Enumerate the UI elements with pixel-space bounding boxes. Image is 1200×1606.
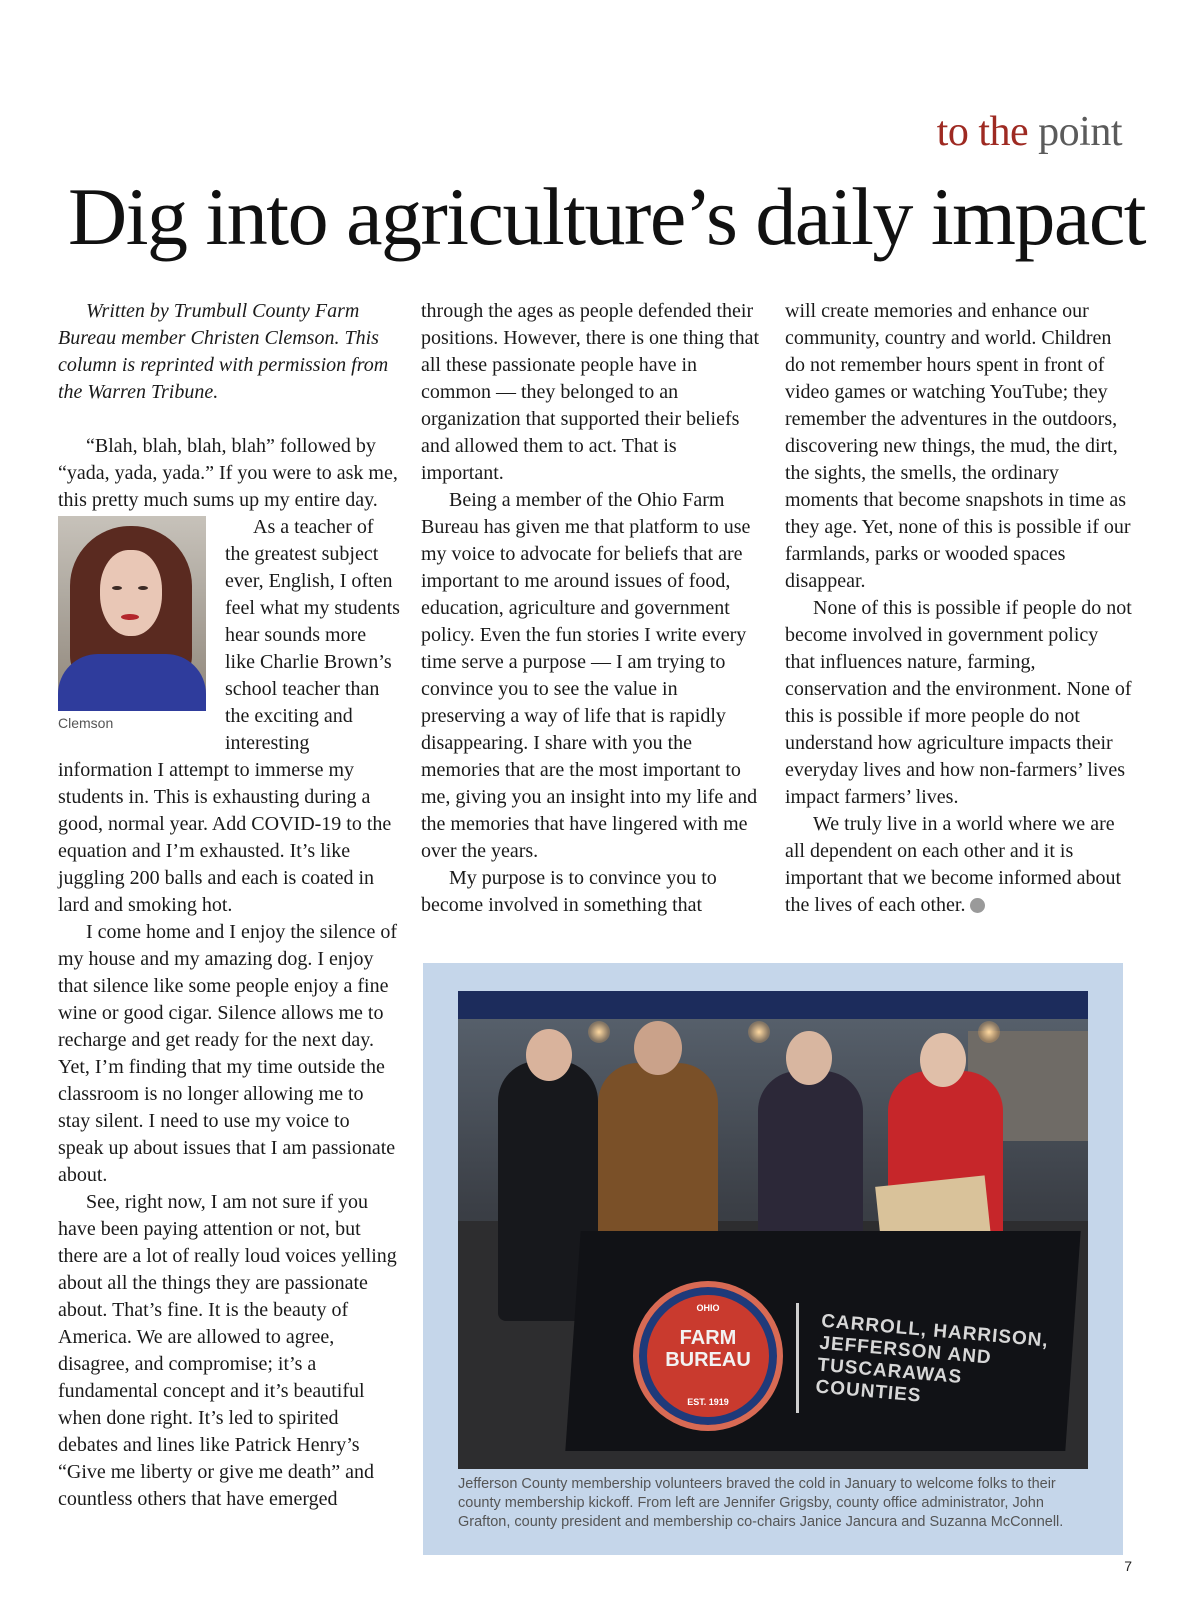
photo-panel xyxy=(423,963,1123,1555)
author-photo xyxy=(58,516,215,748)
section-kicker xyxy=(937,108,1122,156)
article-paragraph: will create memories and enhance our community, country and world. Children do not remember hours spent in front of video games or watching YouTube; they remember the adventures in the outdoors, discovering new things, the mud, the dirt, the sights, the smells, the ordinary moments that become snapshots in time as they age. Yet, none of this is possible if our farmlands, parks or wooded spaces disappear. xyxy=(785,300,1131,592)
kicker-part-1: to the xyxy=(936,109,1029,155)
article-paragraph: As a teacher of the greatest subject ever, English, I often feel what my students hear sounds more like Charlie Brown’s school teacher than the exciting and interesting information I attempt to immerse my students in. This is exhausting during a good, normal year. Add COVID-19 to the equation and I’m exhausted. It’s like juggling 200 balls and each is coated in lard and smoking hot. xyxy=(58,516,400,916)
article-paragraph: through the ages as people defended their positions. However, there is one thing that all these passionate people have in common — they belonged to an organization that supported their beliefs and allowed them to act. That is important. xyxy=(421,300,760,484)
page-number: 7 xyxy=(1124,1558,1132,1574)
article-column-1 xyxy=(58,298,400,1513)
banner-text: CARROLL, HARRISON, JEFFERSON AND TUSCARAWAS COUNTIES xyxy=(814,1310,1050,1407)
portrait-image xyxy=(58,516,206,711)
article-paragraph: My purpose is to convince you to become involved in something that xyxy=(421,867,717,916)
article-paragraph xyxy=(785,811,1132,919)
photo-caption: Jefferson County membership volunteers braved the cold in January to welcome folks to their county membership kickoff. From left are Jennifer Grigsby, county office administrator, John Grafton, county president and membership co-chairs Janice Jancura and Suzanna McConnell. xyxy=(458,1476,1064,1530)
article-paragraph: Being a member of the Ohio Farm Bureau has given me that platform to use my voice to advocate for beliefs that are important to me around issues of food, education, agriculture and government policy. Even the fun stories I write every time serve a purpose — I am trying to convince you to see the value in preserving a way of life that is rapidly disappearing. I share with you the memories that are the most important to me, giving you an insight into my life and the memories that have lingered with me over the years. xyxy=(421,489,758,862)
article-paragraph: I come home and I enjoy the silence of my house and my amazing dog. I enjoy that silence like some people enjoy a fine wine or good cigar. Silence allows me to recharge and get ready for the next day. Yet, I’m finding that my time outside the classroom is no longer allowing me to stay silent. I need to use my voice to speak up about issues that I am passionate about. xyxy=(58,921,397,1186)
article-column-3 xyxy=(785,298,1132,919)
kicker-part-2: point xyxy=(1038,109,1122,155)
volunteers-photo xyxy=(458,991,1088,1469)
end-mark-icon xyxy=(970,898,985,913)
article-text: We truly live in a world where we are all dependent on each other and it is important that we become informed about the lives of each other. xyxy=(785,813,1122,916)
page-title: Dig into agriculture’s daily impact xyxy=(68,171,1146,262)
photo-caption: Clemson xyxy=(58,715,114,731)
farm-bureau-seal: OHIO FARM BUREAU EST. 1919 xyxy=(633,1281,783,1431)
article-column-2 xyxy=(421,298,763,919)
article-paragraph: “Blah, blah, blah, blah” followed by “yada, yada, yada.” If you were to ask me, this pretty much sums up my entire day. xyxy=(58,435,398,511)
article-paragraph: See, right now, I am not sure if you have been paying attention or not, but there are a lot of really loud voices yelling about all the things they are passionate about. That’s fine. It is the beauty of America. We are allowed to agree, disagree, and compromise; it’s a fundamental concept and it’s beautiful when done right. It’s led to spirited debates and lines like Patrick Henry’s “Give me liberty or give me death” and countless others that have emerged xyxy=(58,1191,397,1510)
article-paragraph: None of this is possible if people do not become involved in government policy that influences nature, farming, conservation and the environment. None of this is possible if more people do not understand how agriculture impacts their everyday lives and how non-farmers’ lives impact farmers’ lives. xyxy=(785,597,1132,808)
byline: Written by Trumbull County Farm Bureau member Christen Clemson. This column is reprinted with permission from the Warren Tribune. xyxy=(58,300,389,403)
